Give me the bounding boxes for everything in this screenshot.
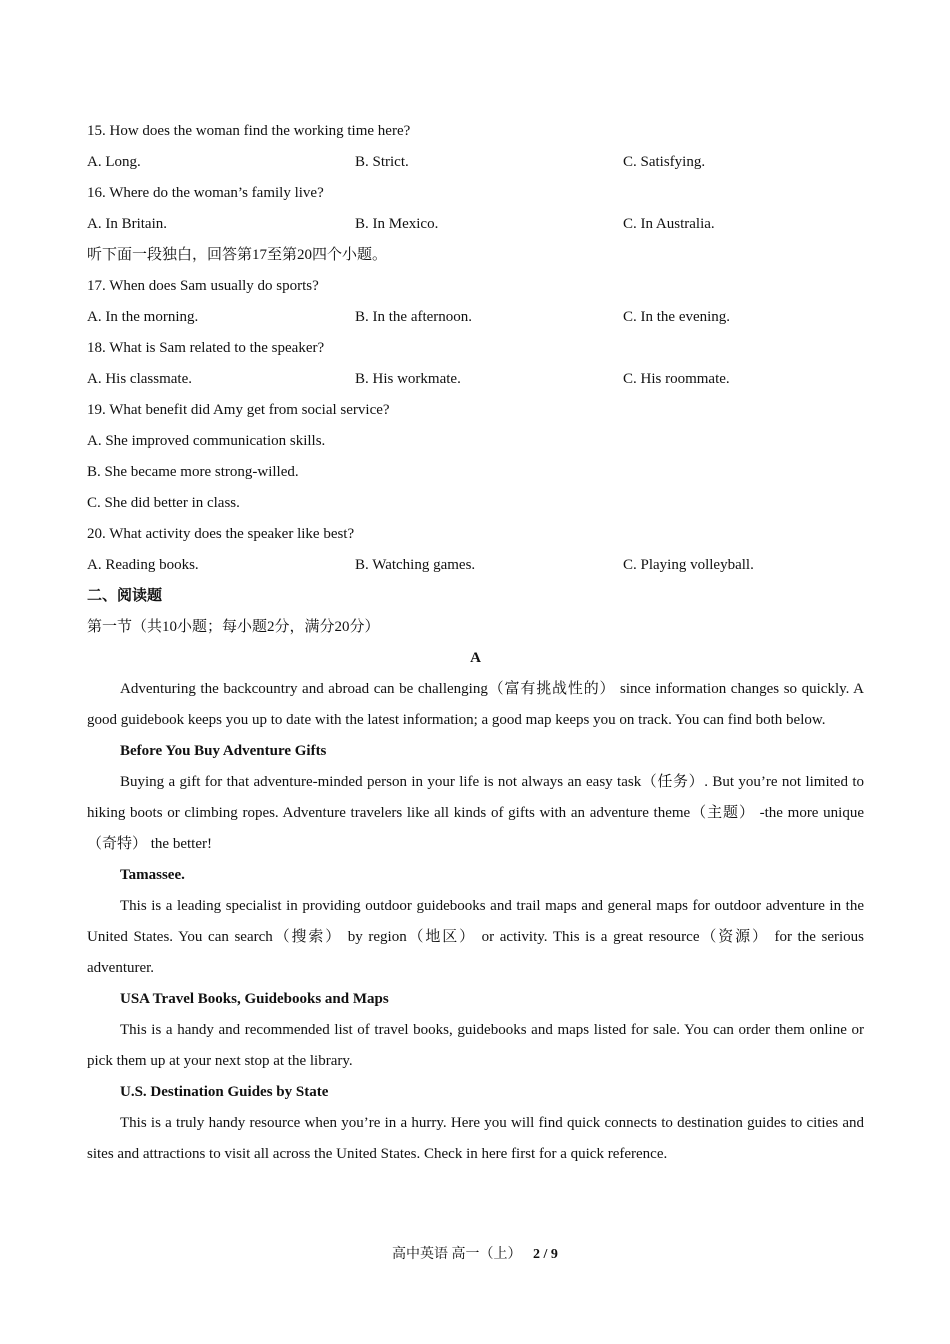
option-a: A. His classmate. bbox=[87, 371, 192, 387]
footer-subject: 高中英语 高一（上） bbox=[392, 1247, 522, 1262]
question-15-options bbox=[87, 147, 864, 178]
question-16-options bbox=[87, 209, 864, 240]
exam-page-body bbox=[87, 116, 864, 1170]
question-18-options bbox=[87, 364, 864, 395]
section-title: 二、阅读题 bbox=[87, 588, 163, 604]
option-b: B. His workmate. bbox=[355, 371, 461, 387]
option-c: C. Playing volleyball. bbox=[623, 557, 754, 573]
passage-paragraph-usa-travel: This is a handy and recommended list of travel books, guidebooks and maps listed for sale. You can order them online or pick them up at your next stop at the library. bbox=[87, 1022, 864, 1069]
option-b: B. In the afternoon. bbox=[355, 309, 473, 325]
page-footer bbox=[0, 1243, 950, 1267]
option-b: B. Watching games. bbox=[355, 557, 476, 573]
passage-heading-usa-travel: USA Travel Books, Guidebooks and Maps bbox=[120, 991, 389, 1007]
option-c: C. Satisfying. bbox=[623, 154, 706, 170]
option-c: C. His roommate. bbox=[623, 371, 730, 387]
question-16-stem: 16. Where do the woman’s family live? bbox=[87, 185, 324, 201]
question-19-option-b: B. She became more strong-willed. bbox=[87, 464, 299, 480]
question-18-stem: 18. What is Sam related to the speaker? bbox=[87, 340, 325, 356]
question-20-stem: 20. What activity does the speaker like best? bbox=[87, 526, 355, 542]
passage-intro: Adventuring the backcountry and abroad can be challenging（富有挑战性的） since information changes so quickly. A good guidebook keeps you up to date with the latest information; a good map keeps you on track. You can find both below. bbox=[87, 681, 864, 728]
passage-paragraph-destination: This is a truly handy resource when you’re in a hurry. Here you will find quick connects to destination guides to cities and sites and attractions to visit all across the United States. Check in here first for a quick reference. bbox=[87, 1115, 864, 1162]
passage-heading-destination: U.S. Destination Guides by State bbox=[120, 1084, 329, 1100]
option-a: A. In Britain. bbox=[87, 216, 167, 232]
option-a: A. Reading books. bbox=[87, 557, 199, 573]
passage-heading-tamassee: Tamassee. bbox=[120, 867, 185, 883]
passage-label: A bbox=[470, 650, 481, 666]
question-17-stem: 17. When does Sam usually do sports? bbox=[87, 278, 319, 294]
question-20-options bbox=[87, 550, 864, 581]
option-b: B. In Mexico. bbox=[355, 216, 439, 232]
option-c: C. In Australia. bbox=[623, 216, 715, 232]
option-b: B. Strict. bbox=[355, 154, 409, 170]
passage-paragraph-gifts: Buying a gift for that adventure-minded person in your life is not always an easy task（任务）. But you’re not limited to hiking boots or climbing ropes. Adventure travelers like all kinds of gifts with an adventure theme（主题） -the more unique（奇特） the better! bbox=[87, 774, 864, 852]
question-19-option-a: A. She improved communication skills. bbox=[87, 433, 326, 449]
section-subtitle: 第一节（共10小题；每小题2分，满分20分） bbox=[87, 619, 380, 635]
passage-paragraph-tamassee: This is a leading specialist in providing outdoor guidebooks and trail maps and general maps for outdoor adventure in the United States. You can search（搜索） by region（地区） or activity. This is a great resource（资源） for the serious adventurer. bbox=[87, 898, 864, 976]
monologue-instruction: 听下面一段独白，回答第17至第20四个小题。 bbox=[87, 247, 388, 263]
question-15-stem: 15. How does the woman find the working time here? bbox=[87, 123, 411, 139]
option-a: A. In the morning. bbox=[87, 309, 199, 325]
question-19-option-c: C. She did better in class. bbox=[87, 495, 240, 511]
option-a: A. Long. bbox=[87, 154, 141, 170]
passage-heading-gifts: Before You Buy Adventure Gifts bbox=[120, 743, 327, 759]
option-c: C. In the evening. bbox=[623, 309, 731, 325]
question-17-options bbox=[87, 302, 864, 333]
question-19-stem: 19. What benefit did Amy get from social service? bbox=[87, 402, 390, 418]
footer-page-number: 2 / 9 bbox=[533, 1247, 558, 1262]
